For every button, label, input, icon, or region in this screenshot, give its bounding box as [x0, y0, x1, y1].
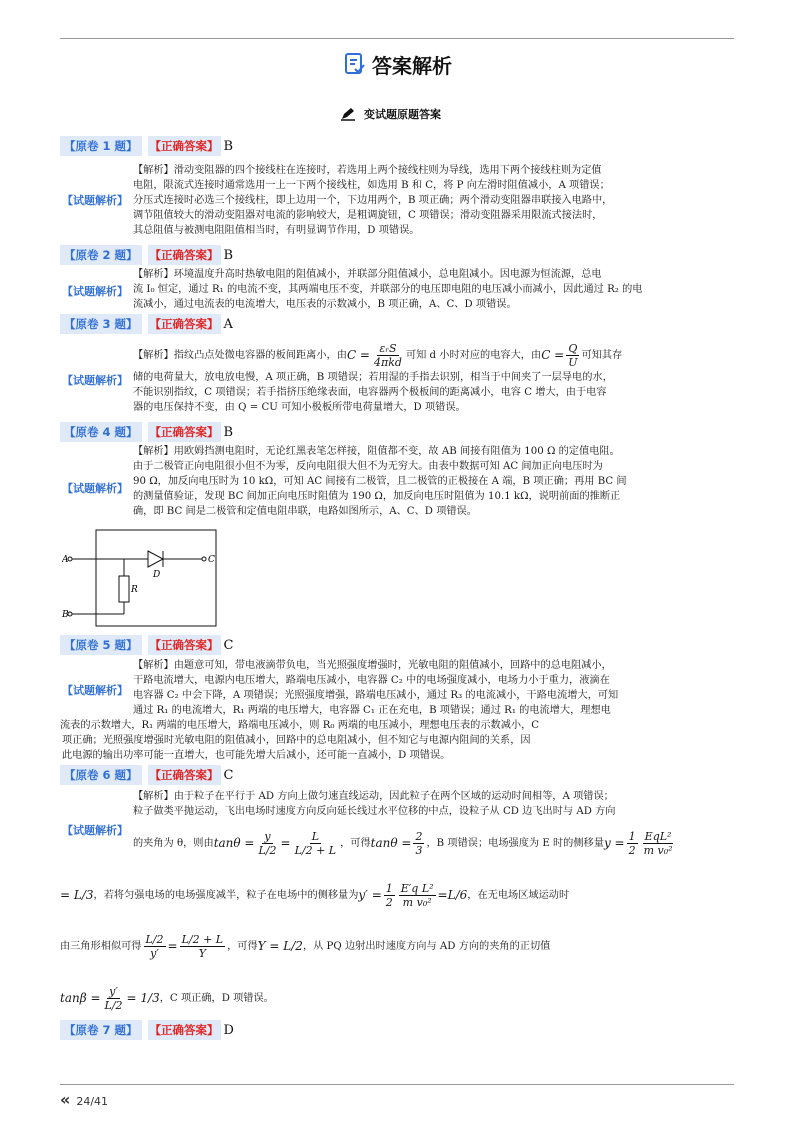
text-span: ，C 项正确，D 项错误。	[159, 992, 274, 1004]
analysis-body-6-cont	[60, 876, 734, 1022]
top-rule	[60, 38, 734, 39]
text-span: 由三角形相似可得	[60, 940, 142, 952]
fraction	[627, 830, 638, 857]
answer-value: A	[223, 316, 233, 332]
formula-result: Y = L/2	[257, 938, 303, 953]
answer-tag: 【正确答案】	[148, 422, 221, 442]
text-span: 的夹角为 θ，则由	[133, 837, 214, 849]
fraction	[257, 830, 279, 857]
resistor-symbol	[119, 576, 129, 602]
text-span: ，若将匀强电场的电场强度减半，粒子在电场中的侧移量为	[93, 889, 359, 901]
terminal-c	[202, 557, 206, 561]
text-line: 干路电流增大，电源内电压增大，路端电压减小，电容器 C₂ 中的电场强度减小，电场力小于重力，液滴在	[133, 675, 610, 686]
denominator: 3	[415, 843, 423, 857]
diode-symbol	[148, 551, 163, 567]
denominator: m v₀²	[643, 843, 673, 857]
analysis-label: 【试题解析】	[62, 482, 128, 495]
bottom-rule	[60, 1084, 734, 1085]
formula-lhs: y′ =	[358, 887, 382, 902]
fraction	[384, 882, 395, 909]
answer-tag: 【正确答案】	[148, 765, 221, 785]
text-line: 器的电压保持不变，由 Q = CU 可知小极板所带电荷量增大，D 项错误。	[133, 402, 466, 413]
text-line: 项正确；光照强度增强时光敏电阻的阻值减小，回路中的总电阻减小，但不知它与电源内阻间的关系，因	[62, 735, 531, 746]
question-header-4	[60, 422, 233, 442]
terminal-a	[68, 557, 72, 561]
analysis-label: 【试题解析】	[62, 285, 128, 298]
answer-value: C	[223, 637, 234, 653]
numerator: 1	[628, 829, 636, 843]
denominator: 2	[385, 895, 393, 909]
numerator: L/2 + L	[181, 932, 224, 946]
text-span: 【解析】指纹凸点处微电容器的板间距离小，由	[133, 349, 347, 361]
formula-lhs: C =	[541, 347, 565, 362]
question-tag: 【原卷 7 题】	[60, 1020, 142, 1040]
analysis-body-2	[133, 267, 733, 312]
label-d: D	[153, 570, 161, 580]
text-line: 调节阻值较大的滑动变阻器对电流的影响较大，是粗调旋钮，C 项错误；滑动变阻器采用限流式接法时，	[133, 210, 603, 221]
formula-line	[60, 974, 734, 1022]
fraction: $\frac{L/2 + L}{Y}$	[181, 932, 224, 960]
section-heading	[340, 106, 441, 122]
question-header-7	[60, 1020, 234, 1040]
text-line: 【解析】由题意可知，带电液滴带负电，当光照强度增强时，光敏电阻的阻值减小，回路中的总电阻减小，	[133, 660, 612, 671]
formula-line: 的夹角为 θ，则由 tanθ = $\frac{y}{L/2}$ = $\frac{L}{L/2 + L}$ ，可得 tanθ = $\frac{2}{3}$ ，B 项错误；电场强度为 E 时的侧移量 y = $\frac{1}{2}$ $\frac{\text{EqL²}}{\text{m v₀²}}$	[133, 829, 673, 857]
analysis-body-6	[133, 789, 733, 867]
formula-lhs: tanθ =	[370, 835, 412, 850]
pen-icon	[340, 107, 356, 121]
answer-tag: 【正确答案】	[148, 314, 221, 334]
fraction	[293, 830, 339, 857]
denominator: 4πkd	[374, 355, 402, 369]
denominator: 2	[628, 843, 636, 857]
page-title	[344, 50, 452, 78]
formula-lhs: tanβ =	[60, 990, 101, 1005]
answer-value: B	[223, 424, 234, 440]
fraction	[399, 882, 436, 909]
answer-value: B	[223, 138, 234, 154]
formula-lhs: C =	[346, 347, 370, 362]
numerator: L	[311, 829, 319, 843]
answer-value: C	[223, 767, 234, 783]
analysis-body-5-cont	[60, 718, 734, 763]
question-tag: 【原卷 4 题】	[60, 422, 142, 442]
document-check-icon	[344, 52, 366, 76]
analysis-body-5	[133, 658, 733, 718]
text-line: 流表的示数增大，R₁ 两端的电压增大，路端电压减小，则 R₀ 两端的电压减小，理想电压表的示数减小，C	[60, 720, 540, 731]
text-line: 90 Ω，加反向电压时为 10 kΩ，可知 AC 间接有二极管，且二极管的正极接在 A 端，B 项正确；再用 BC 间	[133, 476, 627, 487]
text-line: 粒子做类平抛运动，飞出电场时速度方向反向延长线过水平位移的中点，设粒子从 CD 边飞出时与 AD 方向	[133, 806, 616, 817]
answer-tag: 【正确答案】	[148, 635, 221, 655]
fraction	[642, 830, 675, 857]
text-line: 【解析】滑动变阻器的四个接线柱在连接时，若选用上两个接线柱则为导线，选用下两个接线柱则为定值	[133, 165, 602, 176]
text-line: 确，即 BC 间是二极管和定值电阻串联，电路如图所示，A、C、D 项错误。	[133, 506, 477, 517]
formula-result: L/6	[447, 887, 468, 902]
section-title: 变试题原题答案	[364, 108, 441, 121]
text-line: 储的电荷量大，放电放电慢，A 项正确，B 项错误；若用湿的手指去识别，相当于中间夹了一层导电的水，	[133, 372, 613, 383]
question-header-5	[60, 635, 233, 655]
formula-line: = L/3 ，若将匀强电场的电场强度减半，粒子在电场中的侧移量为 y′ = $\frac{1}{2}$ $\frac{\text{E′q L²}}{\text{m v₀²}}$ = L/6 ，在无电场区域运动时	[60, 881, 570, 909]
denominator: U	[568, 355, 578, 369]
analysis-body-1	[133, 163, 733, 238]
answer-tag: 【正确答案】	[148, 136, 221, 156]
answer-tag: 【正确答案】	[148, 1020, 221, 1040]
text-span: ，可得	[227, 940, 258, 952]
denominator: L/2 + L	[294, 843, 337, 857]
analysis-label: 【试题解析】	[62, 194, 128, 207]
numerator: E′q L²	[400, 881, 434, 895]
title-text: 答案解析	[372, 53, 452, 78]
formula-lhs: y =	[603, 835, 625, 850]
analysis-body-4	[133, 444, 733, 519]
page-footer	[60, 1090, 108, 1109]
answer-tag: 【正确答案】	[148, 245, 221, 265]
numerator: L/2	[145, 932, 164, 946]
analysis-label: 【试题解析】	[62, 824, 128, 837]
text-line: 流减小，通过电流表的电流增大，电压表的示数减小，B 项正确，A、C、D 项错误。	[133, 299, 517, 310]
label-r: R	[131, 585, 138, 595]
question-header-6	[60, 765, 233, 785]
formula-line: 由三角形相似可得 $\frac{L/2}{y'}$ = $\frac{L/2 + L}{Y}$ ，可得 Y = L/2 ，从 PQ 边射出时速度方向与 AD 方向的夹角的正切值	[60, 932, 551, 960]
question-tag: 【原卷 3 题】	[60, 314, 142, 334]
numerator: εᵣS	[379, 341, 397, 355]
formula-line	[133, 340, 733, 370]
fraction: $\frac{y'}{L/2}$	[104, 984, 123, 1012]
question-header-2	[60, 245, 233, 265]
text-line: 分压式连接时必选三个接线柱，即上边用一个，下边用两个，B 项正确；两个滑动变阻器串联接入电路中，	[133, 195, 613, 206]
numerator: Q	[568, 341, 578, 355]
text-span: 可知 d 小时对应的电容大，由	[405, 349, 542, 361]
answer-value: D	[223, 1022, 234, 1038]
label-b: B	[62, 610, 69, 620]
text-span: ，从 PQ 边射出时速度方向与 AD 方向的夹角的正切值	[302, 940, 551, 952]
text-line: 【解析】用欧姆挡测电阻时，无论红黑表笔怎样接，阻值都不变，故 AB 间接有阻值为 100 Ω 的定值电阻。	[133, 446, 620, 457]
double-chevron-icon: «	[60, 1090, 71, 1109]
fraction: $\frac{L/2}{y'}$	[145, 932, 164, 960]
fraction	[566, 342, 579, 369]
question-tag: 【原卷 2 题】	[60, 245, 142, 265]
fraction	[413, 830, 424, 857]
question-tag: 【原卷 6 题】	[60, 765, 142, 785]
formula-result: = 1/3	[126, 990, 160, 1005]
question-tag: 【原卷 5 题】	[60, 635, 142, 655]
text-line: 的测量值验证，发现 BC 间加正向电压时阻值为 190 Ω，加反向电压时阻值为 10.1 kΩ，说明前面的推断正	[133, 491, 621, 502]
label-c: C	[208, 555, 215, 565]
question-tag: 【原卷 1 题】	[60, 136, 142, 156]
numerator: EqL²	[644, 829, 672, 843]
text-line: 不能识别指纹，C 项错误；若手指挤压绝缘表面，电容器两个极板间的距离减小，电容 C 增大，由于电容	[133, 387, 607, 398]
formula-result: = L/3	[60, 887, 94, 902]
fraction	[372, 342, 404, 369]
text-span: ，在无电场区域运动时	[467, 889, 570, 901]
page-number: 24/41	[76, 1095, 109, 1108]
text-line: 通过 R₁ 的电流增大，R₁ 两端的电压增大，电容器 C₁ 正在充电，B 项错误；通过 R₁ 的电流增大，理想电	[133, 705, 611, 716]
text-span: ，B 项错误；电场强度为 E 时的侧移量	[426, 837, 604, 849]
numerator: 1	[385, 881, 393, 895]
text-line: 【解析】由于粒子在平行于 AD 方向上做匀速直线运动，因此粒子在两个区域的运动时间相等，A 项错误；	[133, 791, 614, 802]
text-line: 【解析】环境温度升高时热敏电阻的阻值减小，并联部分阻值减小，总电阻减小。因电源为恒流源，总电	[133, 269, 602, 280]
answer-value: B	[223, 247, 234, 263]
analysis-label: 【试题解析】	[62, 684, 128, 697]
denominator: L/2	[258, 843, 277, 857]
analysis-label: 【试题解析】	[62, 374, 128, 387]
text-line: 其总阻值与被测电阻阻值相当时，有明显调节作用，D 项错误。	[133, 225, 420, 236]
text-span: 可知其存	[581, 349, 623, 361]
circuit-diagram	[62, 528, 222, 628]
numerator: 2	[415, 829, 423, 843]
text-line: 电容器 C₂ 中会下降，A 项错误；光照强度增强，路端电压减小，通过 R₃ 的电流减小，干路电流增大，可知	[133, 690, 619, 701]
numerator: y	[264, 829, 271, 843]
text-line: 流 I₀ 恒定，通过 R₁ 的电流不变，其两端电压不变，并联部分的电压即电阻的电压减小而减小，因此通过 R₂ 的电	[133, 284, 643, 295]
text-line: 此电源的输出功率可能一直增大，也可能先增大后减小，还可能一直减小，D 项错误。	[62, 750, 451, 761]
text-span: ，可得	[340, 837, 371, 849]
label-a: A	[62, 555, 69, 565]
question-header-3	[60, 314, 233, 334]
denominator: L/2	[104, 998, 123, 1012]
text-line: 电阻，限流式连接时通常选用一上一下两个接线柱，如选用 B 和 C，将 P 向左滑时阻值减小，A 项错误；	[133, 180, 610, 191]
analysis-body-3	[133, 340, 733, 415]
denominator: m v₀²	[402, 895, 432, 909]
question-header-1	[60, 136, 233, 156]
text-line: 由于二极管正向电阻很小但不为零，反向电阻很大但不为无穷大。由表中数据可知 AC 间加正向电压时为	[133, 461, 603, 472]
formula-lhs: tanθ =	[213, 835, 255, 850]
